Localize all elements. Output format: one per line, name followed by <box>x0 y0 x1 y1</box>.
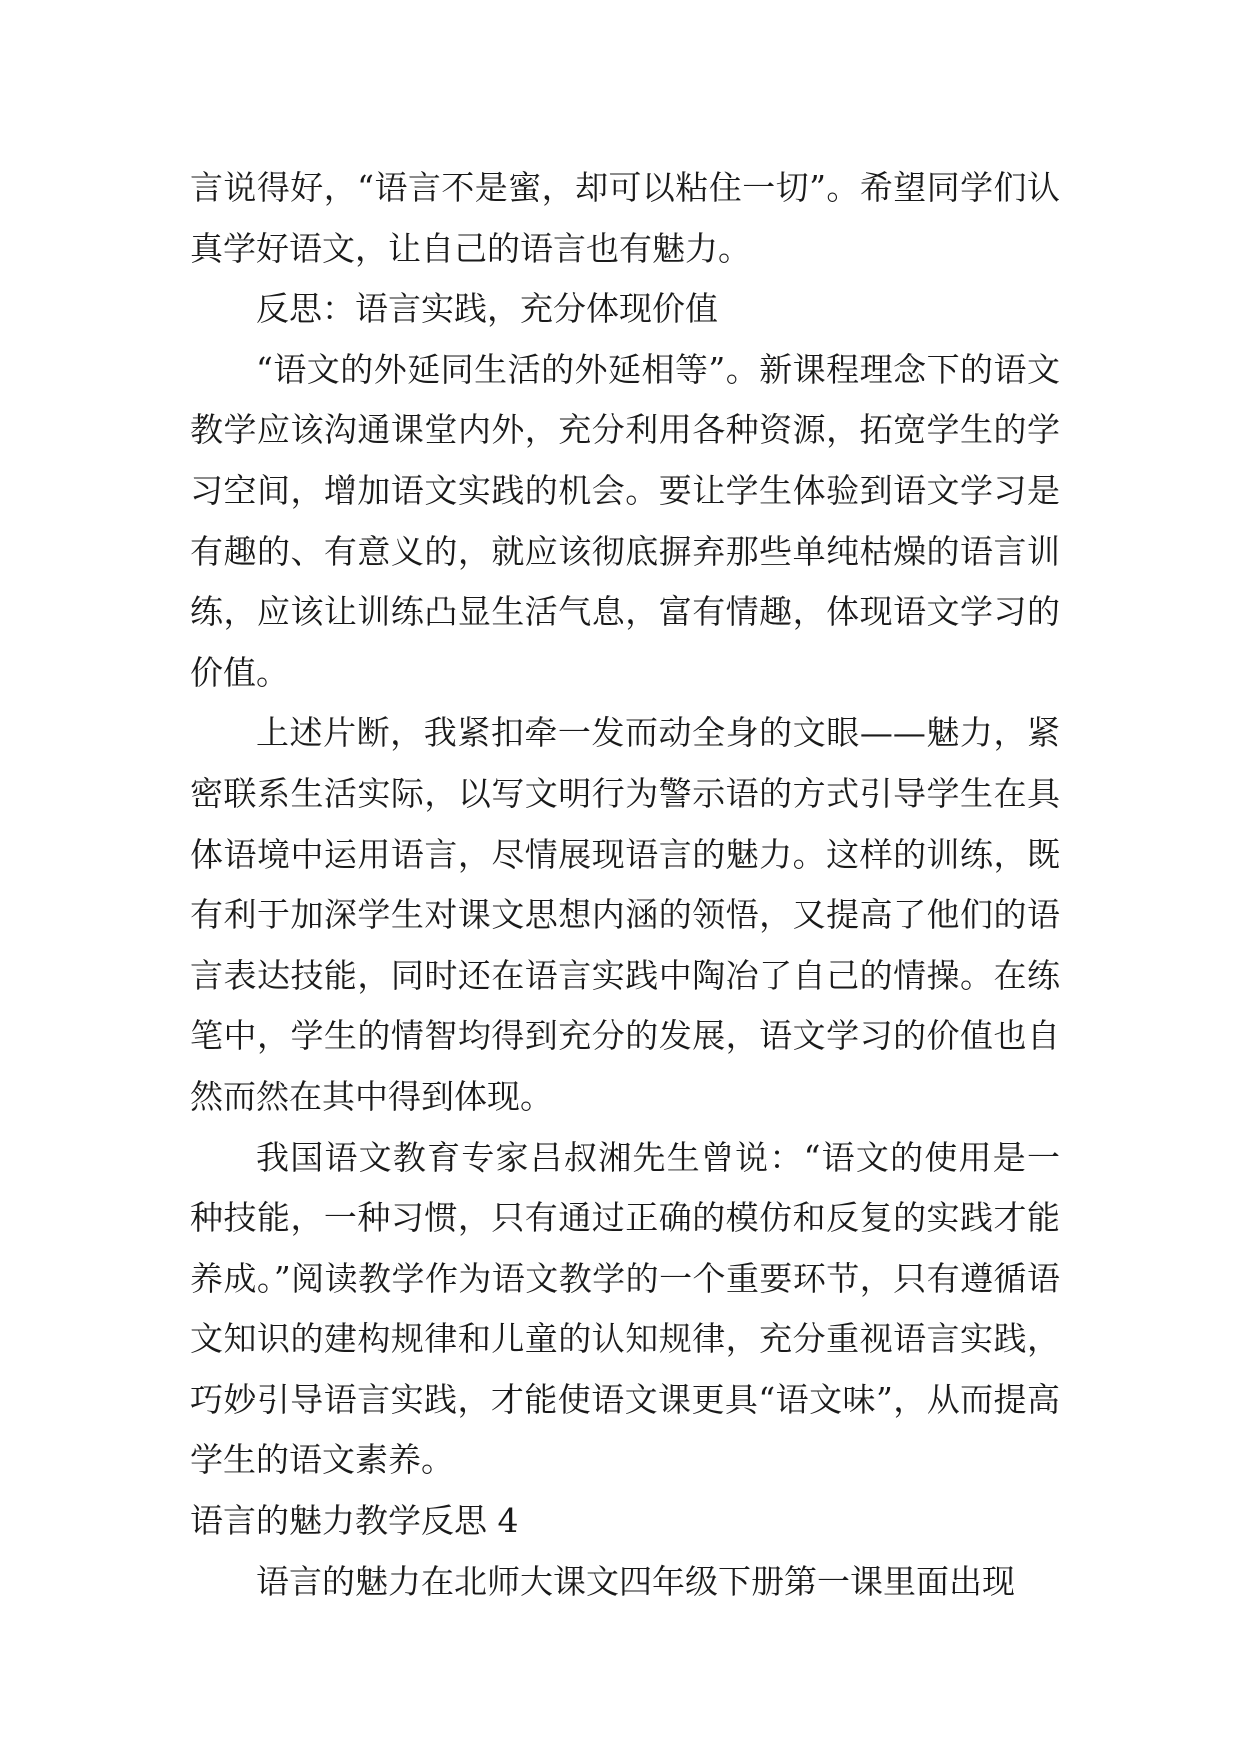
section-title-reflection-4: 语言的魅力教学反思 4 <box>190 1501 519 1541</box>
section-heading-reflection: 反思：语言实践，充分体现价值 <box>256 289 718 329</box>
paragraph-closing-quote: 言说得好，“语言不是蜜，却可以粘住一切”。希望同学们认真学好语文，让自己的语言也有魅力。 <box>190 168 1060 268</box>
paragraph-language-extension: “语文的外延同生活的外延相等”。新课程理念下的语文教学应该沟通课堂内外，充分利用各种资源，拓宽学生的学习空间，增加语文实践的机会。要让学生体验到语文学习是有趣的、有意义的，就应该彻底摒弃那些单纯枯燥的语言训练，应该让训练凸显生活气息，富有情趣，体现语文学习的价值。 <box>190 349 1060 692</box>
document-body <box>190 158 1060 1612</box>
paragraph-reflection-4-intro: 语言的魅力在北师大课文四年级下册第一课里面出现 <box>256 1561 1015 1601</box>
paragraph-fragment-analysis: 上述片断，我紧扣牵一发而动全身的文眼——魅力，紧密联系生活实际，以写文明行为警示语的方式引导学生在具体语境中运用语言，尽情展现语言的魅力。这样的训练，既有利于加深学生对课文思想内涵的领悟，又提高了他们的语言表达技能，同时还在语言实践中陶冶了自己的情操。在练笔中，学生的情智均得到充分的发展，语文学习的价值也自然而然在其中得到体现。 <box>190 713 1060 1116</box>
paragraph-lv-shuxiang-quote: 我国语文教育专家吕叔湘先生曾说：“语文的使用是一种技能，一种习惯，只有通过正确的模仿和反复的实践才能养成。”阅读教学作为语文教学的一个重要环节，只有遵循语文知识的建构规律和儿童的认知规律，充分重视语言实践，巧妙引导语言实践，才能使语文课更具“语文味”，从而提高学生的语文素养。 <box>190 1137 1060 1480</box>
